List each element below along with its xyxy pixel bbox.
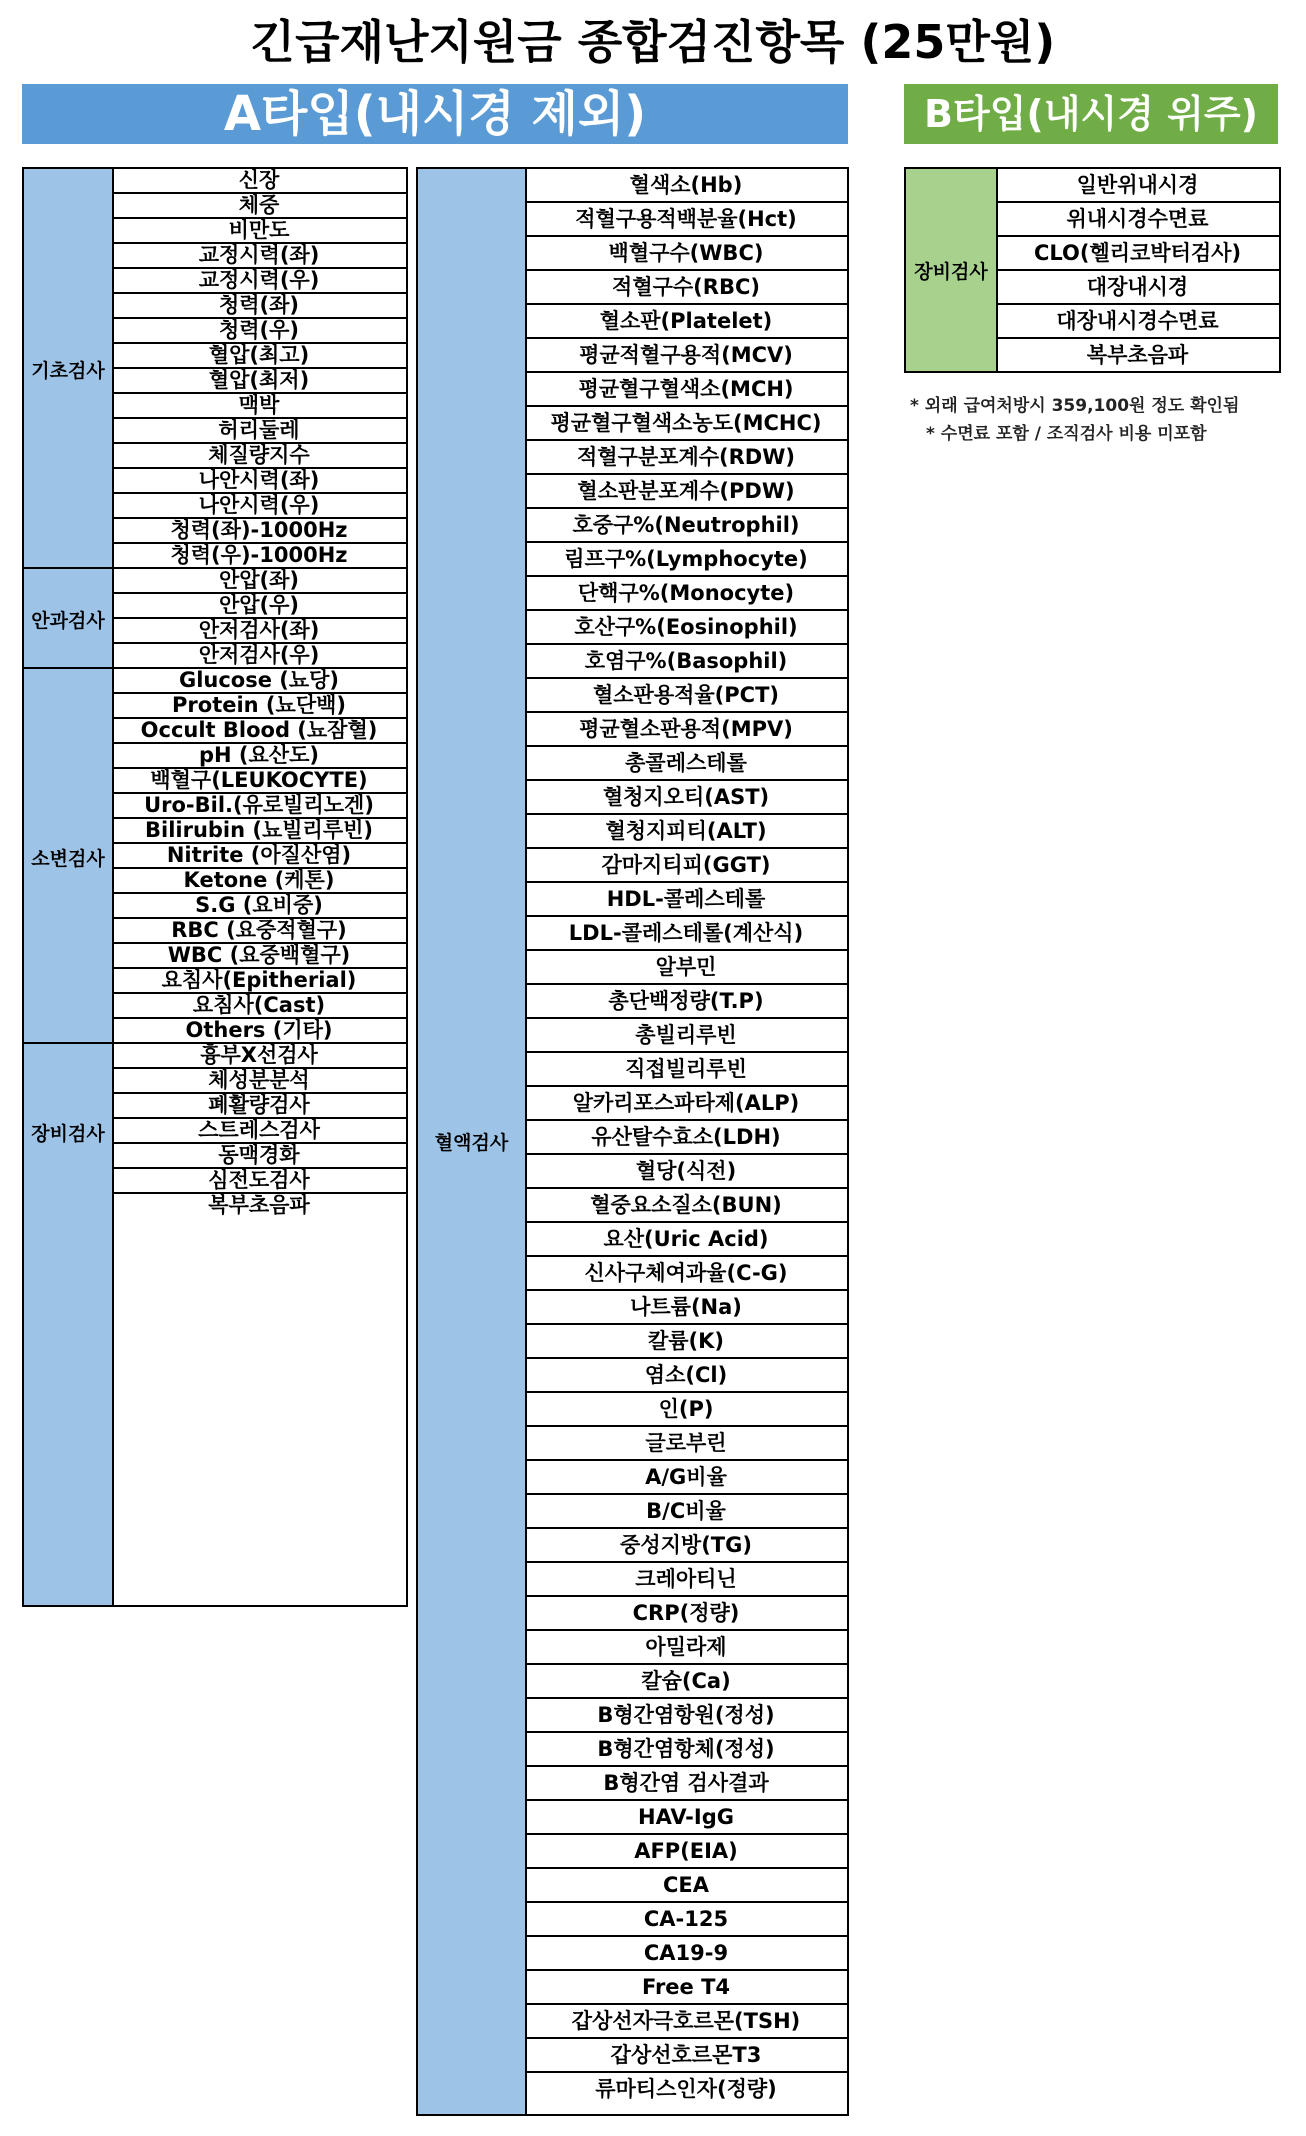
test-item: 대장내시경 — [996, 271, 1279, 305]
test-item: 안압(좌) — [112, 569, 406, 594]
test-item: 염소(Cl) — [525, 1359, 847, 1393]
test-item: 칼슘(Ca) — [525, 1665, 847, 1699]
test-item: 청력(우) — [112, 319, 406, 344]
test-item: 대장내시경수면료 — [996, 305, 1279, 339]
category-label: 안과검사 — [31, 610, 105, 632]
type-a-basic-table — [22, 167, 408, 1607]
category-column — [906, 169, 998, 371]
test-item: B/C비율 — [525, 1495, 847, 1529]
test-item: 혈압(최저) — [112, 369, 406, 394]
test-item: WBC (요중백혈구) — [112, 944, 406, 969]
test-item: CEA — [525, 1869, 847, 1903]
test-item: 체성분분석 — [112, 1069, 406, 1094]
test-item: 호산구%(Eosinophil) — [525, 611, 847, 645]
test-item: 혈압(최고) — [112, 344, 406, 369]
test-item: 교정시력(좌) — [112, 244, 406, 269]
test-item: 동맥경화 — [112, 1144, 406, 1169]
category-divider — [24, 1042, 112, 1044]
test-item: 총빌리루빈 — [525, 1019, 847, 1053]
test-item: 안저검사(좌) — [112, 619, 406, 644]
category-divider — [24, 667, 112, 669]
item-column — [525, 169, 847, 2107]
test-item: B형간염 검사결과 — [525, 1767, 847, 1801]
test-item: Uro-Bil.(유로빌리노겐) — [112, 794, 406, 819]
test-item: 림프구%(Lymphocyte) — [525, 543, 847, 577]
category-column — [418, 169, 527, 2114]
test-item: 안저검사(우) — [112, 644, 406, 669]
test-item: 일반위내시경 — [996, 169, 1279, 203]
test-item: 혈소판분포계수(PDW) — [525, 475, 847, 509]
test-item: 나트륨(Na) — [525, 1291, 847, 1325]
test-item: 혈당(식전) — [525, 1155, 847, 1189]
test-item: 알카리포스파타제(ALP) — [525, 1087, 847, 1121]
test-item: 신장 — [112, 169, 406, 194]
category-divider — [24, 567, 112, 569]
test-item: 폐활량검사 — [112, 1094, 406, 1119]
test-item: Others (기타) — [112, 1019, 406, 1044]
item-column — [112, 169, 406, 1219]
test-item: 나안시력(우) — [112, 494, 406, 519]
test-item: 평균혈소판용적(MPV) — [525, 713, 847, 747]
test-item: Glucose (뇨당) — [112, 669, 406, 694]
test-item: 중성지방(TG) — [525, 1529, 847, 1563]
test-item: 위내시경수면료 — [996, 203, 1279, 237]
test-item: 교정시력(우) — [112, 269, 406, 294]
test-item: 백혈구(LEUKOCYTE) — [112, 769, 406, 794]
type-a-banner: A타입(내시경 제외) — [22, 84, 848, 144]
test-item: pH (요산도) — [112, 744, 406, 769]
test-item: 나안시력(좌) — [112, 469, 406, 494]
test-item: LDL-콜레스테롤(계산식) — [525, 917, 847, 951]
test-item: CA19-9 — [525, 1937, 847, 1971]
test-item: Nitrite (아질산염) — [112, 844, 406, 869]
test-item: 단핵구%(Monocyte) — [525, 577, 847, 611]
test-item: 감마지티피(GGT) — [525, 849, 847, 883]
test-item: 청력(우)-1000Hz — [112, 544, 406, 569]
test-item: 복부초음파 — [1086, 343, 1189, 367]
test-item: 평균적혈구용적(MCV) — [525, 339, 847, 373]
test-item: 체질량지수 — [112, 444, 406, 469]
test-item: 아밀라제 — [525, 1631, 847, 1665]
test-item: HDL-콜레스테롤 — [525, 883, 847, 917]
test-item: 알부민 — [525, 951, 847, 985]
test-item: 글로부린 — [525, 1427, 847, 1461]
category-label-blood: 혈액검사 — [434, 1132, 509, 1154]
category-label: 장비검사 — [31, 1122, 105, 1145]
test-item: 신사구체여과율(C-G) — [525, 1257, 847, 1291]
test-item: Protein (뇨단백) — [112, 694, 406, 719]
note-line: * 외래 급여처방시 359,100원 정도 확인됨 — [910, 396, 1240, 416]
test-item: 요침사(Cast) — [112, 994, 406, 1019]
test-item: 호염구%(Basophil) — [525, 645, 847, 679]
test-item: HAV-IgG — [525, 1801, 847, 1835]
test-item: CRP(정량) — [525, 1597, 847, 1631]
test-item: 적혈구용적백분율(Hct) — [525, 203, 847, 237]
test-item: 호중구%(Neutrophil) — [525, 509, 847, 543]
test-item: 심전도검사 — [112, 1169, 406, 1194]
test-item: 갑상선자극호르몬(TSH) — [525, 2005, 847, 2039]
category-label-b: 장비검사 — [914, 260, 988, 283]
test-item: AFP(EIA) — [525, 1835, 847, 1869]
test-item: CLO(헬리코박터검사) — [996, 237, 1279, 271]
item-column — [996, 169, 1279, 373]
test-item: 적혈구분포계수(RDW) — [525, 441, 847, 475]
note-line: * 수면료 포함 / 조직검사 비용 미포함 — [926, 424, 1207, 444]
test-item: 총단백정량(T.P) — [525, 985, 847, 1019]
test-item: 류마티스인자(정량) — [595, 2077, 777, 2101]
test-item: 인(P) — [525, 1393, 847, 1427]
test-item: 허리둘레 — [112, 419, 406, 444]
test-item: 청력(좌) — [112, 294, 406, 319]
test-item: 혈중요소질소(BUN) — [525, 1189, 847, 1223]
test-item: 혈소판용적율(PCT) — [525, 679, 847, 713]
test-item: 청력(좌)-1000Hz — [112, 519, 406, 544]
test-item: B형간염항체(정성) — [525, 1733, 847, 1767]
type-b-banner: B타입(내시경 위주) — [904, 84, 1278, 144]
test-item: B형간염항원(정성) — [525, 1699, 847, 1733]
test-item: 유산탈수효소(LDH) — [525, 1121, 847, 1155]
test-item: 갑상선호르몬T3 — [525, 2039, 847, 2073]
test-item: 백혈구수(WBC) — [525, 237, 847, 271]
test-item: 적혈구수(RBC) — [525, 271, 847, 305]
test-item: 요산(Uric Acid) — [525, 1223, 847, 1257]
notes — [904, 392, 1294, 448]
test-item: 비만도 — [112, 219, 406, 244]
test-item: 혈소판(Platelet) — [525, 305, 847, 339]
test-item: 혈청지오티(AST) — [525, 781, 847, 815]
test-item: CA-125 — [525, 1903, 847, 1937]
test-item: 흉부X선검사 — [112, 1044, 406, 1069]
test-item: 맥박 — [112, 394, 406, 419]
category-label: 기초검사 — [31, 360, 105, 382]
test-item: 스트레스검사 — [112, 1119, 406, 1144]
type-b-table — [904, 167, 1281, 373]
test-item: 직접빌리루빈 — [525, 1053, 847, 1087]
test-item: 요침사(Epitherial) — [112, 969, 406, 994]
test-item: 평균혈구혈색소농도(MCHC) — [525, 407, 847, 441]
test-item: 복부초음파 — [208, 1194, 310, 1217]
type-a-blood-table — [416, 167, 849, 2116]
test-item: A/G비율 — [525, 1461, 847, 1495]
test-item: 안압(우) — [112, 594, 406, 619]
test-item: 칼륨(K) — [525, 1325, 847, 1359]
page-title: 긴급재난지원금 종합검진항목 (25만원) — [250, 15, 1056, 69]
test-item: Occult Blood (뇨잠혈) — [112, 719, 406, 744]
category-label: 소변검사 — [31, 847, 105, 870]
test-item: RBC (요중적혈구) — [112, 919, 406, 944]
test-item: Ketone (케톤) — [112, 869, 406, 894]
test-item: Bilirubin (뇨빌리루빈) — [112, 819, 406, 844]
test-item: S.G (요비중) — [112, 894, 406, 919]
test-item: Free T4 — [525, 1971, 847, 2005]
test-item: 혈색소(Hb) — [525, 169, 847, 203]
test-item: 혈청지피티(ALT) — [525, 815, 847, 849]
test-item: 체중 — [112, 194, 406, 219]
test-item: 평균혈구혈색소(MCH) — [525, 373, 847, 407]
category-column — [24, 169, 114, 1605]
test-item: 총콜레스테롤 — [525, 747, 847, 781]
test-item: 크레아티닌 — [525, 1563, 847, 1597]
